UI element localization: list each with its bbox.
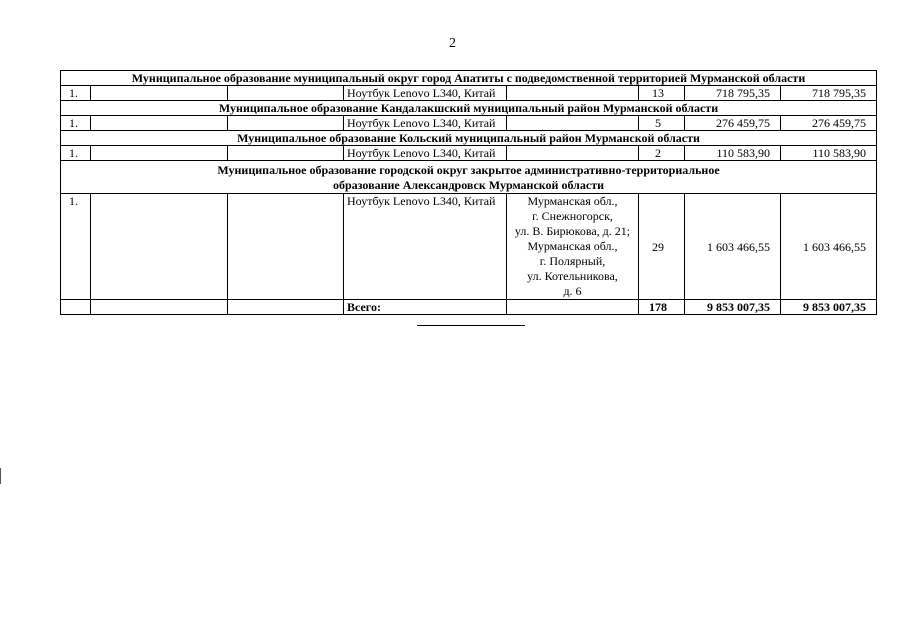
sum: 1 603 466,55 (781, 194, 877, 300)
sum: 276 459,75 (781, 116, 877, 131)
address-cell (507, 86, 639, 101)
scan-margin-mark (0, 468, 1, 484)
sum: 110 583,90 (781, 146, 877, 161)
section-header-row (61, 131, 877, 146)
section-header-row (61, 71, 877, 86)
total-label: Всего: (344, 300, 507, 315)
closing-line (417, 325, 525, 326)
address-cell (507, 116, 639, 131)
empty-cell (228, 300, 344, 315)
address-line: д. 6 (563, 284, 582, 298)
section-title: Муниципальное образование муниципальный округ город Апатиты с подведомственной территорией Мурманской области (61, 71, 877, 86)
item-name: Ноутбук Lenovo L340, Китай (344, 194, 507, 300)
address-line: г. Полярный, (539, 254, 606, 268)
total-sum: 9 853 007,35 (781, 300, 877, 315)
address-line: Мурманская обл., (527, 239, 618, 253)
row-number: 1. (61, 146, 91, 161)
empty-cell (228, 146, 344, 161)
total-quantity: 178 (639, 300, 685, 315)
empty-cell (91, 300, 228, 315)
price: 718 795,35 (685, 86, 781, 101)
item-name: Ноутбук Lenovo L340, Китай (344, 86, 507, 101)
table-row (61, 116, 877, 131)
section-header-row (61, 161, 877, 194)
total-price: 9 853 007,35 (685, 300, 781, 315)
address-line: ул. В. Бирюкова, д. 21; (514, 224, 631, 238)
section-title: Муниципальное образование городской округ закрытое административно-территориальное образование Александровск Мурманской области (61, 161, 877, 194)
price: 110 583,90 (685, 146, 781, 161)
sum: 718 795,35 (781, 86, 877, 101)
empty-cell (507, 300, 639, 315)
price: 276 459,75 (685, 116, 781, 131)
empty-cell (61, 300, 91, 315)
empty-cell (228, 116, 344, 131)
quantity: 29 (639, 194, 685, 300)
distribution-table (60, 70, 877, 315)
section-header-row (61, 101, 877, 116)
quantity: 2 (639, 146, 685, 161)
address-line: ул. Котельникова, (527, 269, 618, 283)
empty-cell (228, 86, 344, 101)
price: 1 603 466,55 (685, 194, 781, 300)
item-name: Ноутбук Lenovo L340, Китай (344, 116, 507, 131)
section-title: Муниципальное образование Кандалакшский муниципальный район Мурманской области (61, 101, 877, 116)
quantity: 5 (639, 116, 685, 131)
address-cell (507, 194, 639, 300)
address-cell (507, 146, 639, 161)
address-line: г. Снежногорск, (532, 209, 613, 223)
page-number: 2 (449, 36, 456, 51)
empty-cell (91, 86, 228, 101)
empty-cell (91, 116, 228, 131)
empty-cell (91, 194, 228, 300)
address-line: Мурманская обл., (527, 194, 618, 208)
table-row (61, 194, 877, 300)
table-row (61, 86, 877, 101)
row-number: 1. (61, 116, 91, 131)
empty-cell (228, 194, 344, 300)
total-row (61, 300, 877, 315)
quantity: 13 (639, 86, 685, 101)
table-row (61, 146, 877, 161)
item-name: Ноутбук Lenovo L340, Китай (344, 146, 507, 161)
section-title: Муниципальное образование Кольский муниципальный район Мурманской области (61, 131, 877, 146)
row-number: 1. (61, 86, 91, 101)
empty-cell (91, 146, 228, 161)
row-number: 1. (61, 194, 91, 300)
